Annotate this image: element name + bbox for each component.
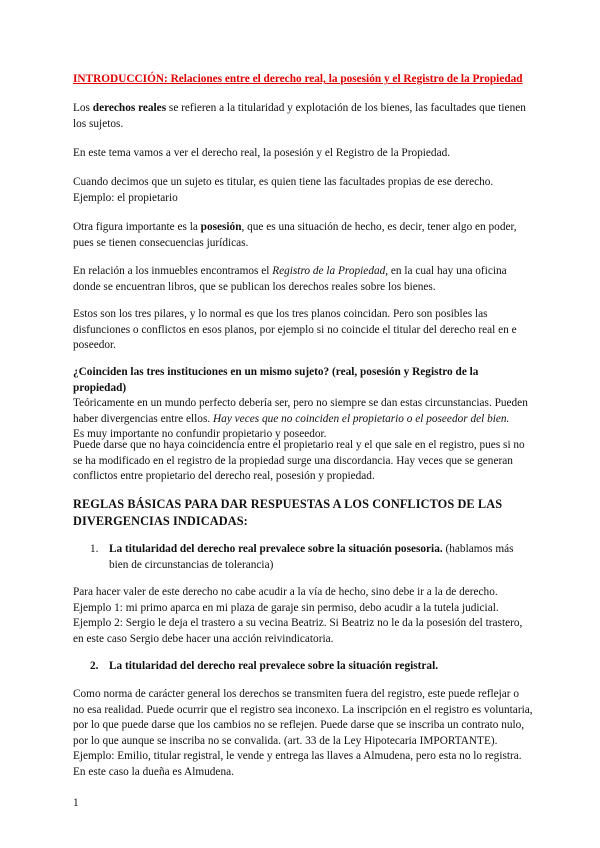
paragraph-coinciden [73, 365, 533, 443]
page-number: 1 [73, 797, 79, 809]
paragraph-posesion [73, 220, 533, 251]
text-run: Otra figura importante es la [73, 221, 201, 233]
document-title: INTRODUCCIÓN: Relaciones entre el derecho real, la posesión y el Registro de la Propiedad [73, 73, 523, 85]
italic-term: Registro de la Propiedad [272, 265, 386, 277]
rule-1 [109, 542, 533, 573]
text-line: Ejemplo 2: Sergio le deja el trastero a su vecina Beatriz. Si Beatriz no le da la posesión del trastero, en este caso Sergio debe hacer una acción reivindicatoria. [73, 617, 523, 645]
text-line: Como norma de carácter general los derechos se transmiten fuera del registro, este puede reflejar o no esa realidad. Puede ocurrir que el registro sea inconexo. La inscripción en el registro es voluntaria, por lo que puede darse que los cambios no se reflejen. Puede darse que se inscriba un contrato nulo, por lo que aunque se inscriba no se convalida. (art. 33 de la Ley Hipotecaria IMPORTANTE). [73, 688, 533, 747]
bold-term: posesión [200, 221, 242, 233]
bold-question: ¿Coinciden las tres instituciones en un mismo sujeto? (real, posesión y Registro de la propiedad) [73, 366, 479, 394]
text-run: Ejemplo: el propietario [73, 191, 178, 204]
text-run: Cuando decimos que un sujeto es titular, es quien tiene las facultades propias de ese derecho. [73, 176, 494, 188]
paragraph-pilares: Estos son los tres pilares, y lo normal es que los tres planos coincidan. Pero son posibles las disfunciones o conflictos en esos planos, por ejemplo si no coincide el titular del derecho real en e poseedor. [73, 308, 517, 351]
text-run: Teóricamente en un mundo perfecto debería ser, pero no siempre se dan estas circunstancias. Pueden haber divergencias entre ellos. [73, 397, 528, 425]
paragraph-registro [73, 264, 533, 295]
text-line: Para hacer valer de este derecho no cabe acudir a la vía de hecho, sino debe ir a la de derecho. [73, 586, 498, 598]
text-run: Es muy importante no confundir propietario y poseedor. [73, 428, 327, 440]
rule-2-bold: La titularidad del derecho real prevalece sobre la situación registral. [109, 660, 439, 672]
paragraph-derechos-reales [73, 101, 533, 132]
rule-2-number: 2. [90, 660, 99, 672]
rule-1-number: 1. [90, 543, 99, 555]
italic-sentence: Hay veces que no coinciden el propietario o el poseedor del bien. [213, 412, 510, 425]
bold-term: derechos reales [92, 102, 167, 114]
text-run: , en la cual hay una oficina donde se encuentran libros, que se publican los derechos reales sobre los bienes. [73, 265, 507, 293]
paragraph-tema: En este tema vamos a ver el derecho real, la posesión y el Registro de la Propiedad. [73, 147, 451, 159]
text-run: Los [73, 102, 93, 114]
section-heading: REGLAS BÁSICAS PARA DAR RESPUESTAS A LOS CONFLICTOS DE LAS DIVERGENCIAS INDICADAS: [73, 497, 503, 528]
rule-2 [109, 659, 533, 675]
text-line: Ejemplo 1: mi primo aparca en mi plaza de garaje sin permiso, debo acudir a la tutela judicial. [73, 601, 499, 614]
text-line: Ejemplo: Emilio, titular registral, le vende y entrega las llaves a Almudena, pero esta no lo registra. [73, 750, 522, 762]
paragraph-discordancia: Puede darse que no haya coincidencia entre el propietario real y el que sale en el registro, pues si no se ha modificado en el registro de la propiedad surge una discordancia. Hay veces que se generan conflictos entre propietario del derecho real, posesión y propiedad. [73, 439, 525, 482]
text-line: En este caso la dueña es Almudena. [73, 765, 234, 778]
rule-1-rest: (hablamos más bien de circunstancias de tolerancia) [109, 543, 514, 571]
paragraph-rule-1 [73, 585, 533, 647]
paragraph-rule-2 [73, 687, 533, 780]
text-run: En relación a los inmuebles encontramos el [73, 265, 273, 277]
rule-1-bold: La titularidad del derecho real prevalece sobre la situación posesoria. [109, 543, 443, 555]
text-run: , que es una situación de hecho, es decir, tener algo en poder, pues se tienen consecuencias jurídicas. [73, 221, 517, 249]
paragraph-titular [73, 175, 533, 206]
text-run: se refieren a la titularidad y explotación de los bienes, las facultades que tienen los sujetos. [73, 102, 526, 130]
